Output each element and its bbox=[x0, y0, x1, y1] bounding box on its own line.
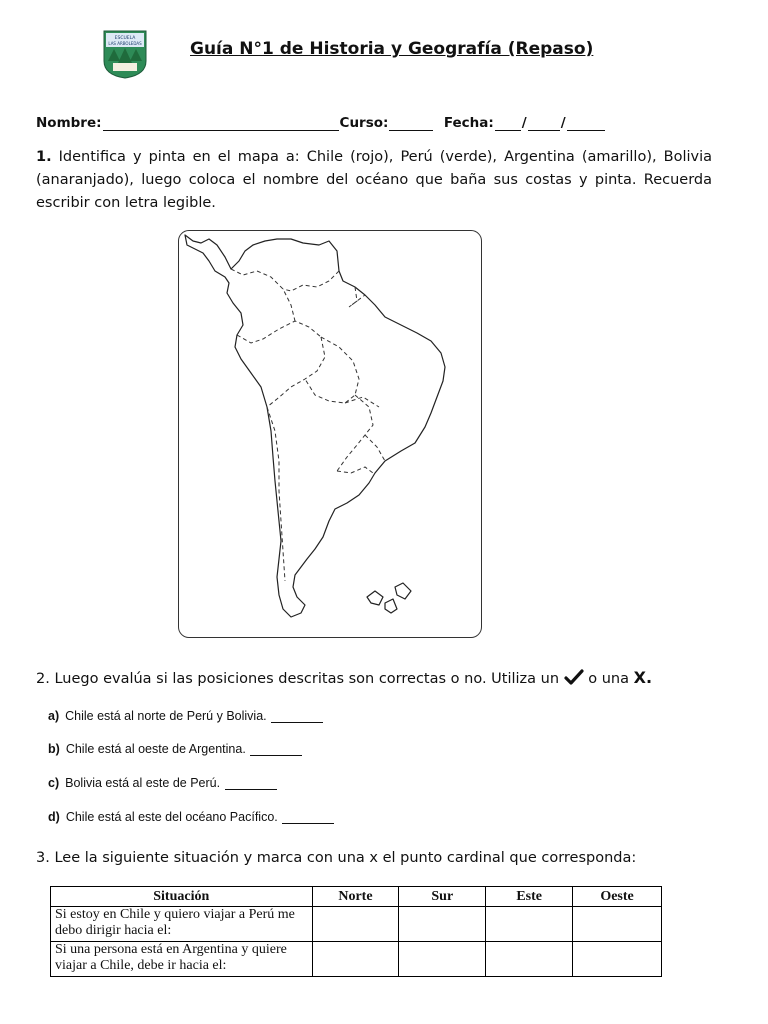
answer-blank[interactable] bbox=[225, 779, 277, 790]
answer-cell-oeste[interactable] bbox=[573, 942, 662, 977]
answer-blank[interactable] bbox=[282, 813, 334, 824]
question-2 bbox=[36, 668, 652, 687]
date-separator: / bbox=[521, 115, 527, 131]
page-title: Guía N°1 de Historia y Geografía (Repaso) bbox=[190, 39, 594, 59]
situation-table bbox=[50, 886, 662, 977]
question-3-text: 3. Lee la siguiente situación y marca con una x el punto cardinal que corresponda: bbox=[36, 850, 637, 866]
column-header-sur: Sur bbox=[399, 887, 486, 907]
answer-cell-este[interactable] bbox=[486, 907, 573, 942]
check-icon bbox=[564, 669, 584, 685]
question-1-number: 1. bbox=[36, 149, 52, 165]
question-2-text-mid: o una bbox=[588, 671, 630, 687]
situation-cell: Si estoy en Chile y quiero viajar a Perú me debo dirigir hacia el: bbox=[51, 907, 313, 942]
column-header-este: Este bbox=[486, 887, 573, 907]
x-mark-icon: X. bbox=[633, 668, 653, 687]
south-america-map-icon bbox=[179, 231, 481, 637]
date-month-field[interactable] bbox=[528, 116, 560, 131]
answer-cell-norte[interactable] bbox=[312, 942, 399, 977]
school-logo-icon bbox=[100, 27, 150, 79]
statement-letter: d) bbox=[48, 810, 60, 824]
date-day-field[interactable] bbox=[495, 116, 521, 131]
table-row bbox=[51, 907, 662, 942]
column-header-situation: Situación bbox=[51, 887, 313, 907]
question-1 bbox=[36, 146, 712, 215]
name-label: Nombre: bbox=[36, 115, 102, 131]
svg-text:LAS ARBOLEDAS: LAS ARBOLEDAS bbox=[108, 41, 142, 46]
statement-letter: b) bbox=[48, 742, 60, 756]
answer-cell-sur[interactable] bbox=[399, 942, 486, 977]
date-year-field[interactable] bbox=[567, 116, 605, 131]
question-1-text: Identifica y pinta en el mapa a: Chile (rojo), Perú (verde), Argentina (amarillo), Bolivia (anaranjado), luego coloca el nombre del océano que baña sus costas y pinta. Recuerda escribir con letra legible. bbox=[36, 149, 712, 211]
answer-cell-norte[interactable] bbox=[312, 907, 399, 942]
statement-text: Bolivia está al este de Perú. bbox=[65, 776, 221, 790]
course-field[interactable] bbox=[389, 116, 433, 131]
map-frame bbox=[178, 230, 482, 638]
statement-item bbox=[48, 776, 278, 790]
column-header-norte: Norte bbox=[312, 887, 399, 907]
table-header-row bbox=[51, 887, 662, 907]
answer-blank[interactable] bbox=[250, 745, 302, 756]
column-header-oeste: Oeste bbox=[573, 887, 662, 907]
date-label: Fecha: bbox=[443, 115, 494, 131]
statement-letter: c) bbox=[48, 776, 60, 790]
name-field[interactable] bbox=[103, 116, 339, 131]
answer-cell-este[interactable] bbox=[486, 942, 573, 977]
statement-item bbox=[48, 709, 324, 723]
question-2-text: 2. Luego evalúa si las posiciones descritas son correctas o no. Utiliza un bbox=[36, 671, 560, 687]
table-row bbox=[51, 942, 662, 977]
situation-cell: Si una persona está en Argentina y quiere viajar a Chile, debe ir hacia el: bbox=[51, 942, 313, 977]
student-info-line bbox=[36, 115, 606, 131]
statement-item bbox=[48, 810, 335, 824]
statement-item bbox=[48, 742, 303, 756]
course-label: Curso: bbox=[339, 115, 389, 131]
answer-cell-sur[interactable] bbox=[399, 907, 486, 942]
statement-text: Chile está al norte de Perú y Bolivia. bbox=[65, 709, 267, 723]
answer-cell-oeste[interactable] bbox=[573, 907, 662, 942]
statement-text: Chile está al oeste de Argentina. bbox=[65, 742, 246, 756]
svg-text:ESCUELA: ESCUELA bbox=[114, 36, 136, 41]
statement-text: Chile está al este del océano Pacífico. bbox=[65, 810, 278, 824]
answer-blank[interactable] bbox=[271, 712, 323, 723]
date-separator: / bbox=[560, 115, 566, 131]
statement-letter: a) bbox=[48, 709, 60, 723]
